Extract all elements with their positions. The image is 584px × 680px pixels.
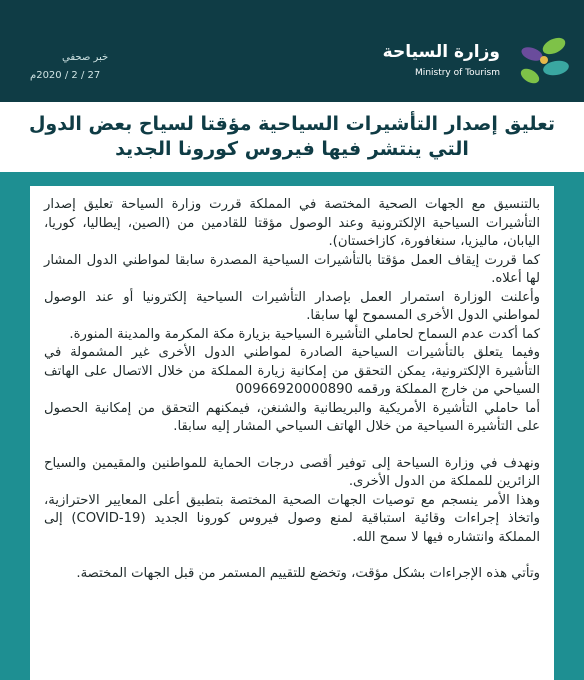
paragraph: وفيما يتعلق بالتأشيرات السياحية الصادرة لمواطني الدول الأخرى غير المشمولة في التأشيرة الإلكترونية، يمكن التحقق من إمكانية زيارة المملكة من خلال الاتصال على الهاتف السياحي من خارج المملكة ورقمه 00966920000890 — [44, 345, 540, 397]
title-band — [0, 102, 584, 172]
paragraph: كما أكدت عدم السماح لحاملي التأشيرة السياحية بزيارة مكة المكرمة والمدينة المنورة. — [69, 326, 540, 342]
paragraph: كما قررت إيقاف العمل مؤقتا بالتأشيرات السياحية المصدرة سابقا لمواطني الدول المشار لها أعلاه. — [44, 252, 540, 286]
paragraph: وتأتي هذه الإجراءات بشكل مؤقت، وتخضع للتقييم المستمر من قبل الجهات المختصة. — [76, 566, 540, 581]
news-date: 27 / 2 / 2020م — [30, 70, 101, 81]
paragraph: بالتنسيق مع الجهات الصحية المختصة في المملكة قررت وزارة السياحة تعليق إصدار التأشيرات السياحية الإلكترونية وعند الوصول مؤقتا للقادمين من (الصين، إيطاليا، كوريا، اليابان، ماليزيا، سنغافورة، كازاخستان). — [44, 197, 540, 249]
news-type-label: خبر صحفي — [62, 52, 109, 63]
paragraph: أما حاملي التأشيرة الأمريكية والبريطانية والشنغن، فيمكنهم التحقق من إمكانية الحصول على التأشيرة السياحية من خلال الهاتف السياحي المشار إليه سابقا. — [44, 400, 540, 434]
header-bar — [0, 0, 584, 102]
paragraph: وهذا الأمر ينسجم مع توصيات الجهات الصحية المختصة بتطبيق أعلى المعايير الاحترازية، واتخاذ إجراءات وقائية استباقية لمنع وصول فيروس كورونا الجديد (COVID-19) إلى المملكة وانتشاره فيها لا سمح الله. — [44, 492, 540, 545]
ministry-logo — [382, 30, 574, 90]
logo-arabic-text: وزارة السياحة — [382, 42, 500, 62]
logo-english-text: Ministry of Tourism — [415, 68, 500, 78]
article-body — [30, 186, 554, 680]
page-title: تعليق إصدار التأشيرات السياحية مؤقتا لسياح بعض الدول التي ينتشر فيها فيروس كورونا الجديد — [28, 113, 556, 160]
paragraph: ونهدف في وزارة السياحة إلى توفير أقصى درجات الحماية للمواطنين والمقيمين والسياح الزائرين للمملكة من الدول الأخرى. — [44, 455, 540, 489]
paragraph: وأعلنت الوزارة استمرار العمل بإصدار التأشيرات السياحية إلكترونيا أو عند الوصول لمواطني الدول الأخرى المسموح لها سابقا. — [44, 289, 540, 323]
tourism-logo-icon — [510, 30, 574, 90]
